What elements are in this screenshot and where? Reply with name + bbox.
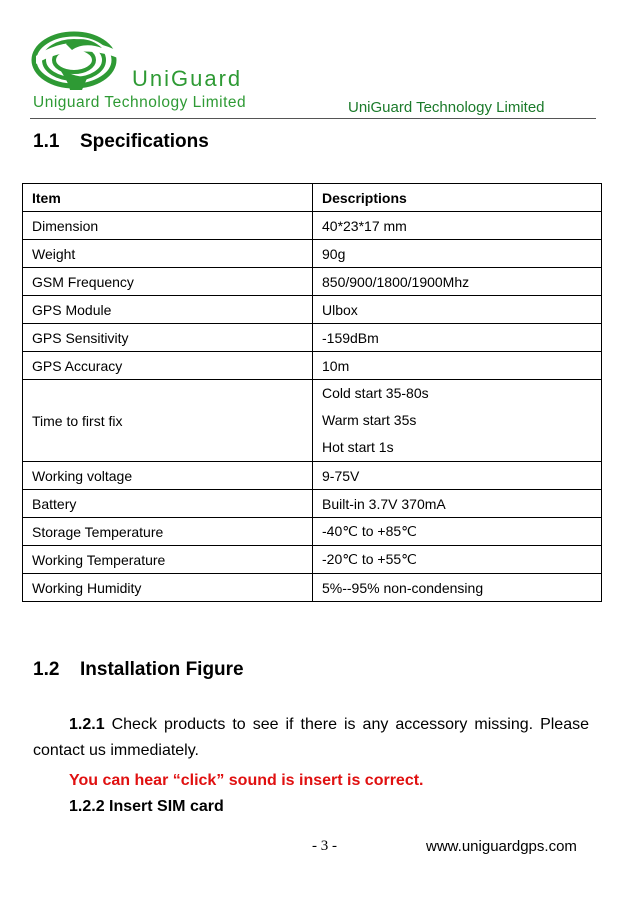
description-cell: 850/900/1800/1900Mhz [313, 268, 602, 296]
header-divider [30, 118, 596, 119]
step-insert-sim-card: 1.2.2 Insert SIM card [69, 798, 224, 815]
item-cell: Weight [23, 240, 313, 268]
footer-website: www.uniguardgps.com [426, 838, 577, 855]
description-cell: 10m [313, 352, 602, 380]
table-row [23, 518, 602, 546]
paragraph-check-products [33, 712, 589, 764]
table-row [23, 240, 602, 268]
table-row [23, 352, 602, 380]
description-cell: Built-in 3.7V 370mA [313, 490, 602, 518]
description-cell: -40℃ to +85℃ [313, 518, 602, 546]
table-row [23, 212, 602, 240]
item-cell: GPS Sensitivity [23, 324, 313, 352]
item-cell: Working Humidity [23, 574, 313, 602]
item-cell: Storage Temperature [23, 518, 313, 546]
brand-subtitle: Uniguard Technology Limited [33, 94, 247, 111]
uniguard-logo-icon [30, 30, 128, 92]
section-heading-installation-figure [33, 659, 244, 681]
table-row [23, 324, 602, 352]
description-cell: -20℃ to +55℃ [313, 546, 602, 574]
note-text: You can hear “click” sound is insert is correct. [69, 772, 424, 789]
brand-name: UniGuard [132, 66, 243, 91]
description-cell: Ulbox [313, 296, 602, 324]
page-number: - 3 - [312, 838, 337, 854]
header-title: UniGuard Technology Limited [348, 99, 545, 116]
description-line: Warm start 35s [322, 412, 417, 428]
item-cell: Working Temperature [23, 546, 313, 574]
table-row [23, 268, 602, 296]
section-number: 1.2 [33, 659, 60, 680]
section-heading-specifications [33, 131, 209, 153]
table-row [23, 462, 602, 490]
specifications-table [22, 183, 602, 602]
description-cell: 40*23*17 mm [313, 212, 602, 240]
item-cell: GPS Accuracy [23, 352, 313, 380]
paragraph-text: Check products to see if there is any accessory missing. Please contact us immediately. [33, 716, 589, 759]
description-line: Hot start 1s [322, 439, 394, 455]
table-row [23, 296, 602, 324]
table-header-row [23, 184, 602, 212]
table-row [23, 574, 602, 602]
click-sound-note [33, 768, 589, 794]
item-cell: Working voltage [23, 462, 313, 490]
section-number: 1.1 [33, 131, 60, 152]
section-title: Specifications [80, 131, 209, 152]
item-cell: GSM Frequency [23, 268, 313, 296]
step-number: 1.2.1 [69, 716, 105, 733]
column-header-descriptions: Descriptions [313, 184, 602, 212]
description-cell [313, 380, 602, 462]
item-cell: GPS Module [23, 296, 313, 324]
description-line: Cold start 35-80s [322, 385, 429, 401]
item-cell: Battery [23, 490, 313, 518]
table-row [23, 490, 602, 518]
description-cell: -159dBm [313, 324, 602, 352]
column-header-item: Item [23, 184, 313, 212]
section-title: Installation Figure [80, 659, 244, 680]
table-row [23, 380, 602, 462]
item-cell: Dimension [23, 212, 313, 240]
page-header [0, 0, 638, 125]
item-cell: Time to first fix [23, 380, 313, 462]
description-cell: 90g [313, 240, 602, 268]
description-cell: 5%--95% non-condensing [313, 574, 602, 602]
table-row [23, 546, 602, 574]
description-cell: 9-75V [313, 462, 602, 490]
